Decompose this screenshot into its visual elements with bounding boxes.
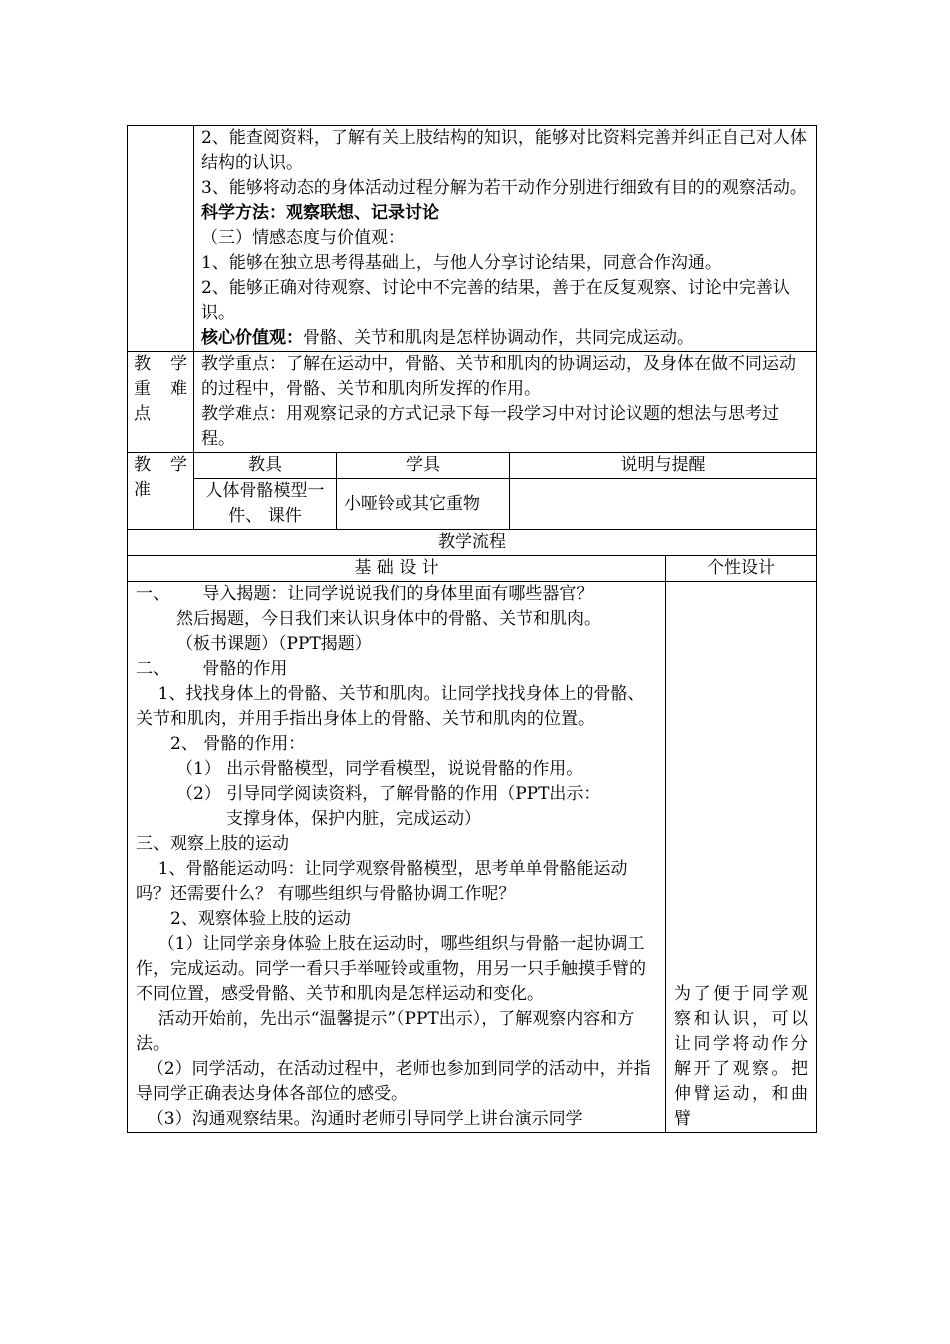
flow-line: 1、找找身体上的骨骼、关节和肌肉。让同学找找身体上的骨骼、关节和肌肉，并用手指出身体上的骨骼、关节和肌肉的位置。 xyxy=(136,684,645,729)
flow-lines xyxy=(136,582,659,1132)
objective-line: 2、能查阅资料，了解有关上肢结构的知识，能够对比资料完善并纠正自己对人体结构的认识。 xyxy=(201,128,807,173)
flow-line: 1、骨骼能运动吗：让同学观察骨骼模型，思考单单骨骼能运动吗？还需要什么？ 有哪些组织与骨骼协调工作呢？ xyxy=(136,859,628,904)
flow-line: （2）同学活动，在活动过程中，老师也参加到同学的活动中，并指导同学正确表达身体各部位的感受。 xyxy=(136,1059,651,1104)
section3-line: 1、能够在独立思考得基础上，与他人分享讨论结果，同意合作沟通。 xyxy=(201,253,722,273)
teaching-focus: 教学重点：了解在运动中，骨骼、关节和肌肉的协调运动，及身体在做不同运动的过程中，骨骼、关节和肌肉所发挥的作用。 xyxy=(201,354,796,399)
flow-line: 二、 骨骼的作用 xyxy=(136,659,288,679)
prep-content-row xyxy=(128,479,817,530)
key-points-label: 教 学 重 难 点 xyxy=(128,352,194,453)
lesson-plan-page xyxy=(127,125,816,1133)
flow-line: （2） 引导同学阅读资料，了解骨骼的作用（PPT出示： xyxy=(176,784,601,804)
objectives-row xyxy=(128,126,817,352)
teaching-difficulty: 教学难点：用观察记录的方式记录下每一段学习中对讨论议题的想法与思考过程。 xyxy=(201,404,779,449)
prep-student-tools: 小哑铃或其它重物 xyxy=(337,479,510,530)
objectives-label-cell xyxy=(128,126,194,352)
flow-line: 三、观察上肢的运动 xyxy=(136,834,289,854)
personal-design-text: 为了便于同学观察和认识，可以让同学将动作分解开了观察。把伸臂运动，和曲臂 xyxy=(674,984,809,1129)
prep-header-tools: 教具 xyxy=(194,453,337,479)
prep-notes xyxy=(510,479,817,530)
core-values-label: 核心价值观： xyxy=(201,328,303,348)
flow-line: 一、 导入揭题：让同学说说我们的身体里面有哪些器官？ xyxy=(136,584,594,604)
flow-line: 2、 骨骼的作用： xyxy=(170,734,306,754)
prep-header-row xyxy=(128,453,817,479)
prep-header-student-tools: 学具 xyxy=(337,453,510,479)
flow-col-basic: 基 础 设 计 xyxy=(128,556,666,582)
science-method: 科学方法：观察联想、记录讨论 xyxy=(201,203,439,223)
objectives-cell xyxy=(194,126,817,352)
flow-title-row xyxy=(128,530,817,556)
core-values-text: 骨骼、关节和肌肉是怎样协调动作，共同完成运动。 xyxy=(303,328,694,348)
flow-content-row xyxy=(128,582,817,1133)
key-points-cell xyxy=(194,352,817,453)
flow-line: （板书课题）（PPT揭题） xyxy=(176,634,372,654)
flow-basic-cell xyxy=(128,582,666,1133)
flow-line: （1） 出示骨骼模型，同学看模型，说说骨骼的作用。 xyxy=(176,759,584,779)
objective-line: 3、能够将动态的身体活动过程分解为若干动作分别进行细致有目的的观察活动。 xyxy=(201,178,807,198)
flow-col-personal: 个性设计 xyxy=(666,556,817,582)
flow-line: 然后揭题，今日我们来认识身体中的骨骼、关节和肌肉。 xyxy=(176,609,601,629)
prep-label: 教 学 准 xyxy=(128,453,194,530)
flow-personal-cell xyxy=(666,582,817,1133)
flow-header-row xyxy=(128,556,817,582)
section3-line: 2、能够正确对待观察、讨论中不完善的结果，善于在反复观察、讨论中完善认识。 xyxy=(201,278,790,323)
flow-line: （3）沟通观察结果。沟通时老师引导同学上讲台演示同学 xyxy=(136,1109,583,1129)
flow-title: 教学流程 xyxy=(128,530,817,556)
prep-header-notes: 说明与提醒 xyxy=(510,453,817,479)
core-values xyxy=(201,326,809,351)
key-points-row xyxy=(128,352,817,453)
flow-line: 活动开始前，先出示“温馨提示”（PPT出示），了解观察内容和方法。 xyxy=(136,1009,635,1054)
prep-tools: 人体骨骼模型一件、 课件 xyxy=(194,479,337,530)
section3-title: （三）情感态度与价值观： xyxy=(201,228,405,248)
flow-line: 2、观察体验上肢的运动 xyxy=(170,909,351,929)
lesson-plan-table xyxy=(127,125,817,1133)
flow-line: 支撑身体，保护内脏，完成运动） xyxy=(226,809,481,829)
flow-line: （1）让同学亲身体验上肢在运动时，哪些组织与骨骼一起协调工作，完成运动。同学一看只手举哑铃或重物，用另一只手触摸手臂的不同位置，感受骨骼、关节和肌肉是怎样运动和变化。 xyxy=(136,934,646,1004)
